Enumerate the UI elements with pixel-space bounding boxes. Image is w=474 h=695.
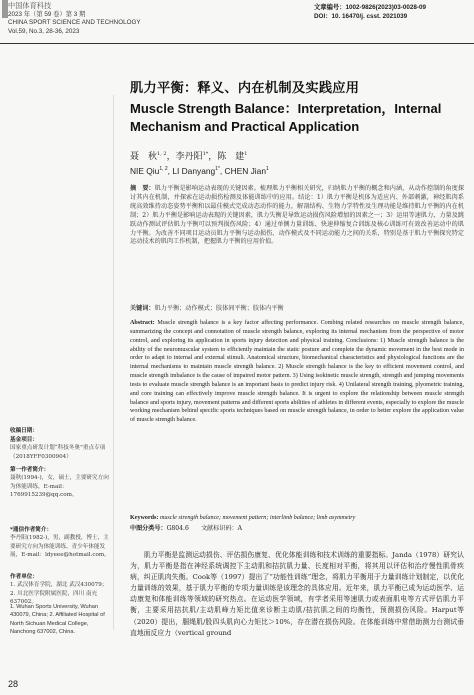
sidebar-affiliation-en: 1. Wuhan Sports University, Wuhan 430079, China; 2. Affiliated Hospital of North Sichuan Medical College, Nanchong 637002, China. — [10, 604, 105, 636]
author-sup: 1* — [202, 151, 209, 157]
keywords-cn-text: 肌力平衡；动作模式；肢体间平衡；肢体内平衡 — [154, 305, 284, 312]
first-author-label: 第一作者简介： — [10, 467, 50, 473]
author-name: , LI Danyang — [167, 166, 216, 176]
fund-label: 基金项目： — [10, 437, 38, 443]
fund-text: 国家重点研发计划“科技冬奥”重点专项（2018YFF0300904） — [10, 445, 106, 460]
corresponding-author-label: *通信作者简介： — [10, 527, 53, 533]
article-number: 文章编号：1002-9826(2023)03-0028-09 — [314, 4, 427, 11]
abstract-en — [130, 319, 464, 425]
author-name: NIE Qiu — [130, 166, 160, 176]
author-sup: 1 — [265, 166, 269, 173]
body-paragraph — [130, 550, 464, 639]
keywords-cn-label: 关键词： — [130, 305, 155, 312]
author-sup: 1 — [244, 151, 248, 157]
abstract-en-label: Abstract: — [130, 320, 155, 326]
clc-label: 中图分类号： — [130, 525, 167, 532]
body-text: 肌力平衡是监测运动损伤、评估损伤康复、优化体能训练和技术训练的重要指标。Janda（1978）研究认为，肌力平衡是指在神经系统调控下主动肌和拮抗肌力量、长度相对平衡，将其用以评估和治疗慢性肌骨疾病，纠正肌肉失衡。Cook等（1997）提出了“功能性训练”理念，将肌力平衡用于力量训练计划制定，以优化力量训练的效果，基于肌力平衡的专项力量训练是该理念的具体应用。近年来，肌力平衡已成为运动医学、运动康复和体能训练等领域的研究热点。在运动医学领域，有学者采用等速肌力或表面肌电等方式评估肌力平衡，主要采用拮抗肌/主动肌峰力矩比值来诊断主动肌/拮抗肌之间的均衡性，预测损伤风险。Harput等（2020）提出，腘绳肌/股四头肌向心力矩比＞10%，存在潜在损伤风险。在体能训练中常借助测力台测试垂直地面反应力（vertical ground — [130, 551, 464, 637]
classification — [130, 525, 464, 534]
sidebar-fund — [10, 436, 110, 461]
abstract-cn-label: 摘 要： — [130, 185, 155, 192]
keywords-en-text: muscle strength balance; movement pattern; interlimb balance; limb asymmetry — [159, 515, 356, 521]
article-title-cn: 肌力平衡：释义、内在机制及实践应用 — [130, 81, 360, 96]
journal-title-en: CHINA SPORT SCIENCE AND TECHNOLOGY — [8, 19, 141, 27]
sidebar-divider — [113, 95, 114, 630]
journal-header — [8, 2, 218, 36]
authors-en — [130, 166, 269, 176]
first-author-text: 聂秋(1994-)，女，硕士，主要研究方向为体能训练，E-mail：1769915239@qq.com。 — [10, 475, 109, 499]
keywords-en — [130, 514, 464, 523]
journal-issue-cn: 2023 年（第 59 卷）第 3 期 — [8, 10, 86, 18]
affiliation-label: 作者单位： — [10, 574, 38, 580]
author-sup: 1* — [215, 166, 220, 173]
header-divider — [0, 43, 474, 44]
doi: DOI：10. 16470/j. csst. 2021039 — [314, 13, 408, 20]
corresponding-author-text: 李丹阳(1982-)，男，副教授，博士，主要研究方向为体能训练、青少年体能发展，E-mail：ldyeee@hotmail.com。 — [10, 535, 110, 559]
article-ids — [314, 3, 464, 21]
author-name: 聂 秋 — [130, 152, 158, 162]
sidebar-affiliation — [10, 573, 110, 607]
journal-title-cn: 中国体育科技 — [8, 1, 52, 10]
sidebar-received — [10, 427, 110, 435]
clc-text: G804.6 文献标识码：A — [166, 525, 243, 532]
sidebar-first-author — [10, 466, 110, 500]
authors-cn — [130, 149, 247, 162]
author-sup: 1, 2 — [157, 151, 167, 157]
article-title-en: Muscle Strength Balance：Interpretation，Internal Mechanism and Practical Application — [130, 101, 442, 134]
abstract-en-text: Muscle strength balance is a key factor affecting performance. Combing related researches on muscle strength balance, summarizing the concept and connotation of muscle strength balance, exploring its internal mechanism from the perspective of motor control, and exploring its application in sports injury detection and physical training. Conclusions: 1) Muscle strength balance is the ability of the neuromuscular system to efficiently maintain the static posture and complete the dynamic movement in the best mode in order to adapt to internal and external stimuli. Anatomical structure, biomechanical characteristics and physiological functions are the internal mechanisms to maintain muscle strength balance. 2) Muscle strength balance is the key to efficient movement control, and muscle strength imbalance is the cause of impaired motor pattern. 3) Using isokinetic muscle strength, strength and jumping movements tests to evaluate muscle strength balance is an important basis to predict injury risk. 4) Unilateral strength training, plyometric training, and core training can effectively improve muscle strength balance. It is urgent to explore the relationship between muscle strength balance and sports injury, movement patterns and different sports abilities of athletes in different events, especially to explore the muscle working mechanism behind specific sports techniques based on muscle strength balance, in order to better explore the application value of muscle strength balance. — [130, 320, 464, 424]
sidebar-corresponding-author — [10, 526, 110, 560]
author-sup: 1, 2 — [159, 166, 168, 173]
abstract-cn-text: 肌力平衡是影响运动表现的关键因素。梳理肌力平衡相关研究，归纳肌力平衡的概念和内涵，从动作控制的角度探讨其内在机制，并探索在运动损伤检测及体能训练中的应用。结论：1）肌力平衡是机体为适应内、外部刺激，神经肌肉系统高效维持动态姿势平衡和以最佳模式完成动态动作的能力，解剖结构、生物力学特性及生理功能是维持肌力平衡的内在机制；2）肌力平衡是影响运动表现的关键因素，肌力失衡是导致运动损伤风险增加的因素之一；3）运用等速肌力、力量及跳跃动作测试评估肌力平衡可以预判损伤风险；4）通过单侧力量训练、快速伸缩复合训练及核心训练可有效改善运动中的肌力平衡。为改善不同项目运动员肌力平衡与运动损伤、动作模式及不同运动能力之间的关系，特别是基于肌力平衡探究特定运动技术的肌肉工作机制，把握肌力平衡的应用价值。 — [130, 185, 464, 246]
author-name: ，李丹阳 — [166, 152, 203, 162]
abstract-cn — [130, 185, 464, 247]
page-number: 28 — [8, 679, 19, 689]
journal-volume-en: Vol.59, No.3, 28-36, 2023 — [8, 27, 80, 35]
author-name: , CHEN Jian — [219, 166, 266, 176]
received-label: 收稿日期： — [10, 428, 38, 434]
keywords-cn — [130, 305, 464, 314]
keywords-en-label: Keywords: — [130, 515, 159, 521]
affiliation-cn: 1. 武汉体育学院，湖北 武汉430079；2. 川北医学院附属医院，四川 南充 637002。 — [10, 582, 108, 606]
author-name: ，陈 建 — [208, 152, 245, 162]
